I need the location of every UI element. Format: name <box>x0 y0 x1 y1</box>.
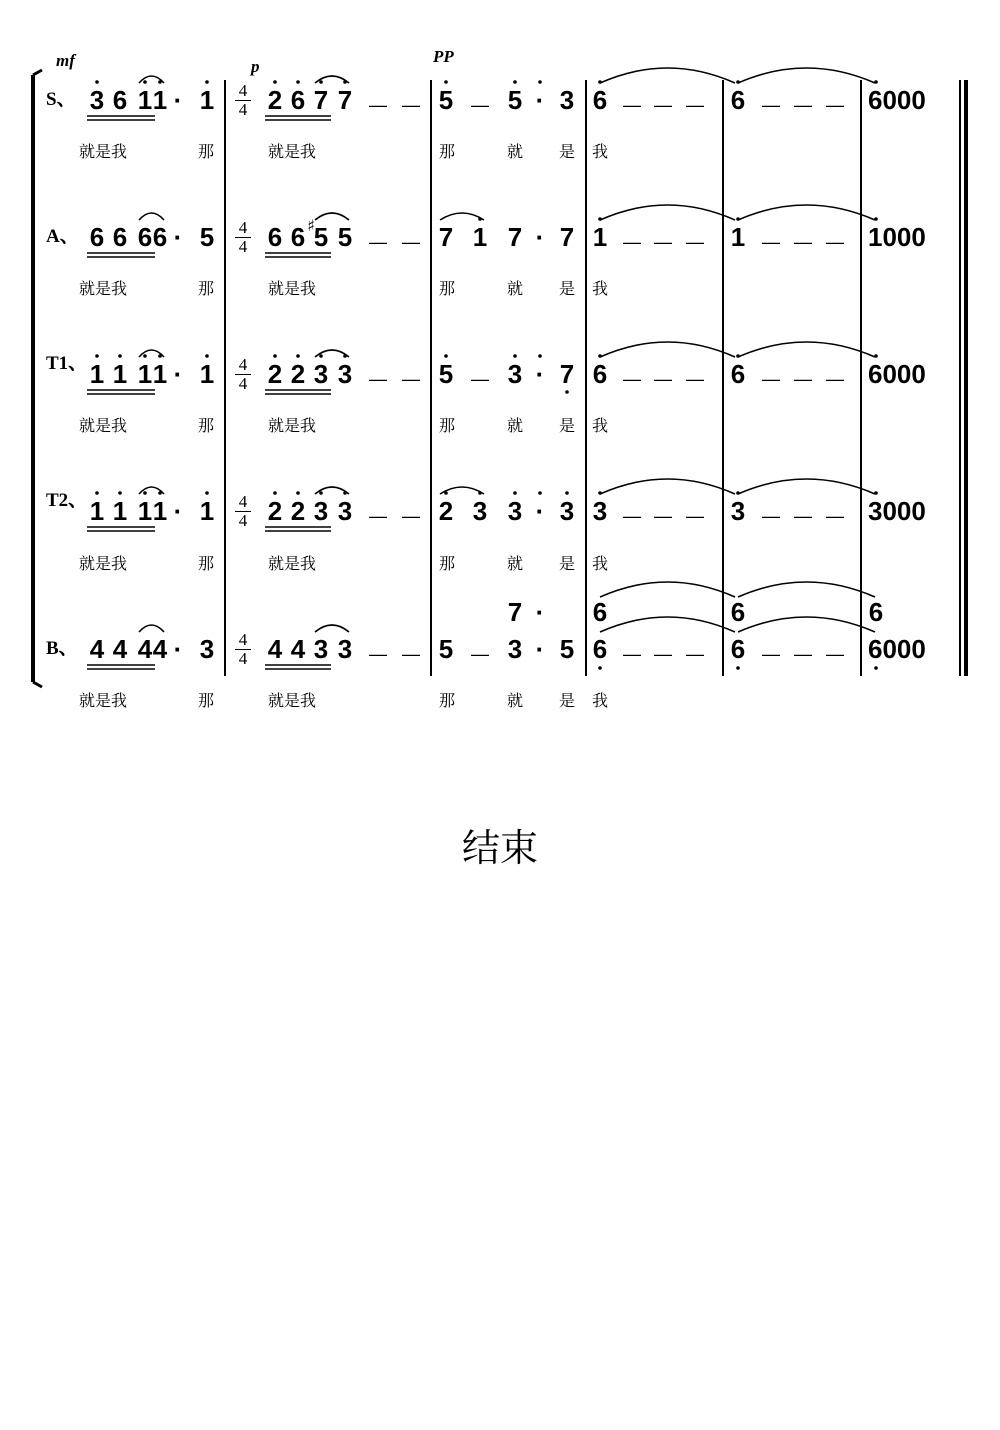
octave-dot-high <box>565 491 569 495</box>
lyric: 就是我 <box>267 279 317 298</box>
note: 1 <box>472 222 488 252</box>
octave-dot-high <box>319 80 323 84</box>
dynamic-p: p <box>251 57 260 76</box>
lyric: 那 <box>197 416 215 435</box>
octave-dot-low <box>565 390 569 394</box>
staff-label: B、 <box>46 638 78 659</box>
augmentation-dot: · <box>535 222 545 252</box>
lyric: 就是我 <box>78 142 128 161</box>
dash: — <box>686 95 704 115</box>
lyric: 那 <box>438 142 456 161</box>
lyric: 那 <box>197 691 215 710</box>
octave-dot-high <box>874 217 878 221</box>
note: 2 <box>290 359 306 389</box>
ending-text: 结束 <box>461 826 538 870</box>
augmentation-dot: · <box>535 634 545 664</box>
upper-note: 6 <box>592 597 608 627</box>
note: 5 <box>559 634 575 664</box>
lyric: 我 <box>591 691 609 710</box>
tie <box>738 68 875 83</box>
lyric: 就是我 <box>78 691 128 710</box>
note: 3 <box>730 496 746 526</box>
octave-dot-high <box>95 354 99 358</box>
dynamic-mf: mf <box>56 51 75 70</box>
note: 7 <box>507 222 523 252</box>
octave-dot-low <box>736 666 740 670</box>
dash: — <box>654 644 672 664</box>
octave-dot-low <box>874 666 878 670</box>
octave-dot-high <box>205 80 209 84</box>
note: 6 <box>267 222 283 252</box>
octave-dot-high <box>143 80 147 84</box>
bracket-top-hook <box>33 70 42 75</box>
note: 4 <box>290 634 306 664</box>
dash: — <box>686 506 704 526</box>
dash: — <box>794 95 812 115</box>
time-signature-bottom: 4 <box>238 511 248 530</box>
octave-dot-high <box>513 491 517 495</box>
lyric: 就是我 <box>267 142 317 161</box>
dash: — <box>762 644 780 664</box>
time-signature-top: 4 <box>238 218 248 237</box>
octave-dot-high <box>273 80 277 84</box>
dash: — <box>686 369 704 389</box>
note: 1 <box>730 222 746 252</box>
sharp-accidental: ♯ <box>307 216 315 235</box>
tie <box>738 582 875 597</box>
dash: — <box>623 95 641 115</box>
note: 1 <box>137 359 153 389</box>
octave-dot-high <box>538 80 542 84</box>
dynamic-pp: PP <box>433 47 454 66</box>
note: 3 <box>507 359 523 389</box>
augmentation-dot: · <box>173 222 183 252</box>
octave-dot-high <box>343 491 347 495</box>
dash: — <box>762 369 780 389</box>
octave-dot-high <box>444 80 448 84</box>
octave-dot-high <box>143 491 147 495</box>
octave-dot-high <box>118 491 122 495</box>
note: 2 <box>267 496 283 526</box>
lyric: 那 <box>438 691 456 710</box>
dash: — <box>826 644 844 664</box>
octave-dot-high <box>273 354 277 358</box>
note: 6 <box>592 85 608 115</box>
note: 2 <box>438 496 454 526</box>
dash: — <box>402 232 420 252</box>
note: 7 <box>313 85 329 115</box>
tie <box>738 205 875 220</box>
dash: — <box>654 506 672 526</box>
staff-label: A、 <box>46 226 79 247</box>
time-signature-bottom: 4 <box>238 100 248 119</box>
upper-note: 6 <box>730 597 746 627</box>
note: 6000 <box>868 634 926 664</box>
dash: — <box>369 232 387 252</box>
tie <box>738 479 875 494</box>
lyric: 那 <box>438 416 456 435</box>
dash: — <box>794 506 812 526</box>
note: 6000 <box>868 85 926 115</box>
note: 5 <box>199 222 215 252</box>
note: 1 <box>199 85 215 115</box>
note: 3 <box>313 359 329 389</box>
dash: — <box>794 644 812 664</box>
octave-dot-high <box>205 354 209 358</box>
octave-dot-high <box>598 491 602 495</box>
octave-dot-high <box>95 491 99 495</box>
time-signature <box>235 632 251 667</box>
note: 1 <box>89 496 105 526</box>
octave-dot-high <box>343 354 347 358</box>
note: 4 <box>89 634 105 664</box>
note: 1 <box>89 359 105 389</box>
dash: — <box>623 506 641 526</box>
note: 6 <box>592 634 608 664</box>
tie <box>738 342 875 357</box>
octave-dot-high <box>444 491 448 495</box>
tie <box>600 582 735 597</box>
tie <box>600 617 735 632</box>
dash: — <box>686 232 704 252</box>
dash: — <box>402 644 420 664</box>
octave-dot-high <box>478 217 482 221</box>
note: 5 <box>337 222 353 252</box>
octave-dot-high <box>736 354 740 358</box>
note: 2 <box>267 85 283 115</box>
dash: — <box>826 506 844 526</box>
note: 1000 <box>868 222 926 252</box>
octave-dot-high <box>736 80 740 84</box>
octave-dot-high <box>158 80 162 84</box>
octave-dot-high <box>736 217 740 221</box>
note: 3 <box>337 359 353 389</box>
note: 3 <box>472 496 488 526</box>
note: 1 <box>152 496 168 526</box>
note: 6 <box>290 85 306 115</box>
note: 3 <box>313 634 329 664</box>
note: 4 <box>152 634 168 664</box>
note: 1 <box>152 359 168 389</box>
note: 7 <box>337 85 353 115</box>
note: 1 <box>199 359 215 389</box>
note: 4 <box>137 634 153 664</box>
dash: — <box>762 95 780 115</box>
dash: — <box>654 369 672 389</box>
octave-dot-high <box>205 491 209 495</box>
note: 4 <box>267 634 283 664</box>
time-signature-bottom: 4 <box>238 237 248 256</box>
time-signature <box>235 357 251 392</box>
octave-dot-high <box>296 80 300 84</box>
note: 6 <box>137 222 153 252</box>
dash: — <box>369 644 387 664</box>
note: 3 <box>337 634 353 664</box>
octave-dot-high <box>874 491 878 495</box>
lyric: 我 <box>591 416 609 435</box>
octave-dot-high <box>118 354 122 358</box>
dash: — <box>471 95 489 115</box>
octave-dot-high <box>273 491 277 495</box>
octave-dot-high <box>444 354 448 358</box>
note: 1 <box>137 496 153 526</box>
note: 1 <box>199 496 215 526</box>
note: 6 <box>112 85 128 115</box>
lyric: 就 <box>506 554 524 573</box>
slur <box>315 213 349 220</box>
staff-label: T2、 <box>46 490 88 511</box>
lyric: 就 <box>506 691 524 710</box>
note: 5 <box>313 222 329 252</box>
lyric: 那 <box>197 279 215 298</box>
lyric: 那 <box>438 554 456 573</box>
dash: — <box>471 644 489 664</box>
note: 4 <box>112 634 128 664</box>
dash: — <box>686 644 704 664</box>
lyric: 是 <box>558 691 576 710</box>
augmentation-dot: · <box>535 597 545 627</box>
upper-note: 6 <box>868 597 884 627</box>
octave-dot-high <box>95 80 99 84</box>
dash: — <box>762 232 780 252</box>
lyric: 就是我 <box>78 416 128 435</box>
tie <box>600 68 735 83</box>
staff-label: S、 <box>46 89 76 110</box>
slur <box>139 213 164 220</box>
note: 6 <box>112 222 128 252</box>
augmentation-dot: · <box>535 85 545 115</box>
time-signature <box>235 494 251 529</box>
lyric: 那 <box>197 554 215 573</box>
dash: — <box>369 95 387 115</box>
dash: — <box>402 369 420 389</box>
note: 6 <box>730 85 746 115</box>
note: 6 <box>89 222 105 252</box>
note: 1 <box>112 496 128 526</box>
note: 6 <box>152 222 168 252</box>
octave-dot-high <box>538 354 542 358</box>
lyric: 我 <box>591 554 609 573</box>
time-signature <box>235 220 251 255</box>
tie <box>600 479 735 494</box>
octave-dot-high <box>736 491 740 495</box>
tie <box>600 205 735 220</box>
bracket-bottom-hook <box>33 682 42 687</box>
note: 3 <box>507 634 523 664</box>
augmentation-dot: · <box>535 359 545 389</box>
augmentation-dot: · <box>173 496 183 526</box>
octave-dot-high <box>513 80 517 84</box>
lyric: 就 <box>506 416 524 435</box>
dash: — <box>623 644 641 664</box>
time-signature-bottom: 4 <box>238 374 248 393</box>
lyric: 是 <box>558 554 576 573</box>
dash: — <box>826 95 844 115</box>
lyric: 就是我 <box>267 554 317 573</box>
octave-dot-high <box>319 491 323 495</box>
note: 5 <box>438 634 454 664</box>
octave-dot-high <box>513 354 517 358</box>
note: 5 <box>438 85 454 115</box>
dash: — <box>654 95 672 115</box>
time-signature-top: 4 <box>238 355 248 374</box>
slur <box>315 625 349 632</box>
octave-dot-high <box>598 354 602 358</box>
note: 6 <box>592 359 608 389</box>
lyric: 就 <box>506 142 524 161</box>
augmentation-dot: · <box>173 359 183 389</box>
note: 6 <box>290 222 306 252</box>
octave-dot-low <box>598 666 602 670</box>
dash: — <box>369 369 387 389</box>
dash: — <box>654 232 672 252</box>
time-signature <box>235 83 251 118</box>
note: 6000 <box>868 359 926 389</box>
staff-label: T1、 <box>46 353 88 374</box>
note: 3 <box>337 496 353 526</box>
note: 1 <box>592 222 608 252</box>
note: 7 <box>559 222 575 252</box>
note: 2 <box>290 496 306 526</box>
note: 2 <box>267 359 283 389</box>
dash: — <box>762 506 780 526</box>
note: 7 <box>559 359 575 389</box>
dash: — <box>623 369 641 389</box>
octave-dot-high <box>343 80 347 84</box>
slur <box>440 213 484 220</box>
note: 1 <box>137 85 153 115</box>
octave-dot-high <box>296 491 300 495</box>
note: 5 <box>507 85 523 115</box>
octave-dot-high <box>598 217 602 221</box>
octave-dot-high <box>538 491 542 495</box>
lyric: 就是我 <box>78 554 128 573</box>
note: 6 <box>730 634 746 664</box>
tie <box>738 617 875 632</box>
octave-dot-high <box>319 354 323 358</box>
time-signature-bottom: 4 <box>238 649 248 668</box>
octave-dot-high <box>874 354 878 358</box>
note: 3000 <box>868 496 926 526</box>
dash: — <box>794 369 812 389</box>
slur <box>139 625 164 632</box>
augmentation-dot: · <box>173 85 183 115</box>
dash: — <box>402 95 420 115</box>
dash: — <box>826 369 844 389</box>
note: 3 <box>592 496 608 526</box>
note: 1 <box>152 85 168 115</box>
dash: — <box>623 232 641 252</box>
octave-dot-high <box>874 80 878 84</box>
note: 3 <box>507 496 523 526</box>
tie <box>600 342 735 357</box>
note: 3 <box>89 85 105 115</box>
note: 3 <box>559 496 575 526</box>
lyric: 就是我 <box>267 416 317 435</box>
lyric: 是 <box>558 416 576 435</box>
octave-dot-high <box>143 354 147 358</box>
note: 3 <box>199 634 215 664</box>
note: 5 <box>438 359 454 389</box>
lyric: 就是我 <box>78 279 128 298</box>
lyric: 就是我 <box>267 691 317 710</box>
dash: — <box>471 369 489 389</box>
note: 3 <box>559 85 575 115</box>
time-signature-top: 4 <box>238 492 248 511</box>
dash: — <box>402 506 420 526</box>
note: 3 <box>313 496 329 526</box>
dash: — <box>794 232 812 252</box>
lyric: 是 <box>558 279 576 298</box>
lyric: 是 <box>558 142 576 161</box>
lyric: 那 <box>197 142 215 161</box>
augmentation-dot: · <box>535 496 545 526</box>
dash: — <box>826 232 844 252</box>
note: 1 <box>112 359 128 389</box>
time-signature-top: 4 <box>238 81 248 100</box>
octave-dot-high <box>158 491 162 495</box>
octave-dot-high <box>598 80 602 84</box>
lyric: 就 <box>506 279 524 298</box>
note: 6 <box>730 359 746 389</box>
lyric: 那 <box>438 279 456 298</box>
lyric: 我 <box>591 142 609 161</box>
augmentation-dot: · <box>173 634 183 664</box>
dash: — <box>369 506 387 526</box>
octave-dot-high <box>158 354 162 358</box>
octave-dot-high <box>478 491 482 495</box>
upper-note: 7 <box>507 597 523 627</box>
note: 7 <box>438 222 454 252</box>
octave-dot-high <box>296 354 300 358</box>
lyric: 我 <box>591 279 609 298</box>
time-signature-top: 4 <box>238 630 248 649</box>
